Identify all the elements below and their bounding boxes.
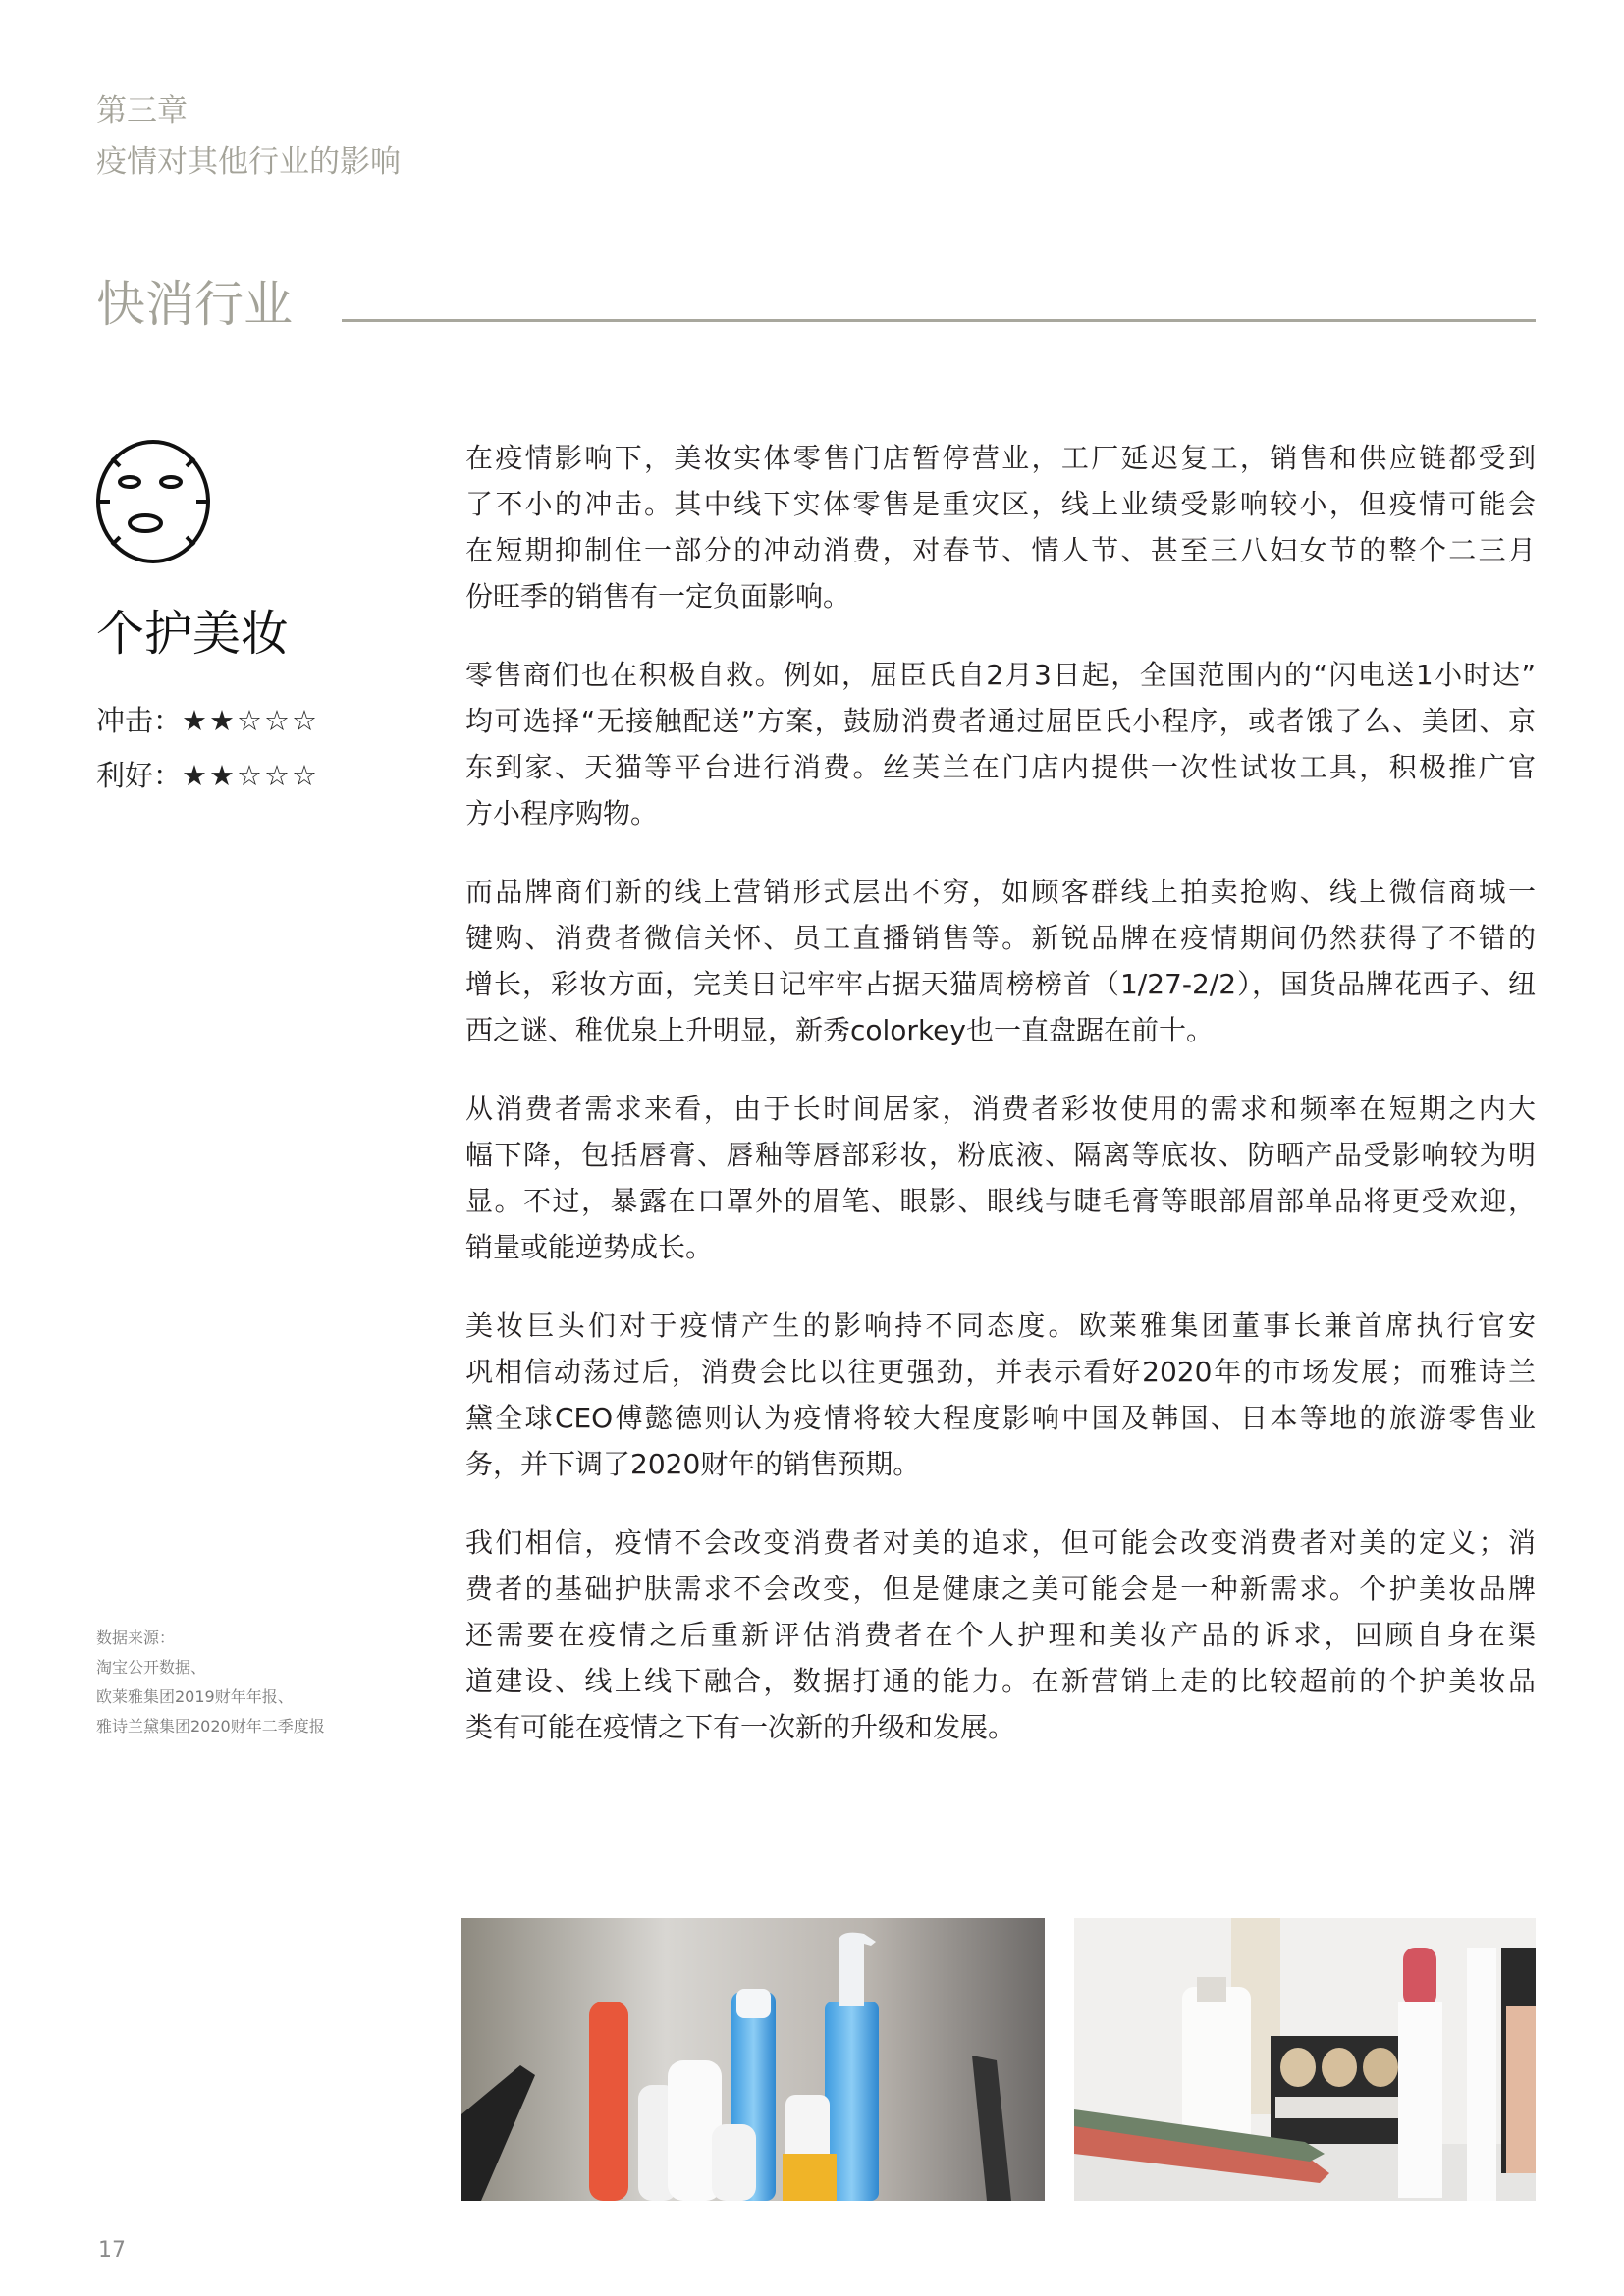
text-line: 键购、消费者微信关怀、员工直播销售等。新锐品牌在疫情期间仍然获得了不错的: [465, 922, 1536, 954]
text-line: 幅下降，包括唇膏、唇釉等唇部彩妆，粉底液、隔离等底妆、防晒产品受影响较为明: [465, 1139, 1536, 1171]
text-line: 增长，彩妆方面，完美日记牢牢占据天猫周榜榜首（1/27-2/2），国货品牌花西子、纽: [465, 968, 1536, 1000]
body-text: [465, 435, 1536, 1783]
text-line: 显。不过，暴露在口罩外的眉笔、眼影、眼线与睫毛膏等眼部眉部单品将更受欢迎，: [465, 1185, 1536, 1217]
category-title: 个护美妆: [96, 606, 290, 662]
paragraph: [465, 1520, 1536, 1750]
source-title: 数据来源：: [96, 1629, 176, 1647]
text-line: 方小程序购物。: [465, 797, 659, 829]
text-line: 份旺季的销售有一定负面影响。: [465, 580, 851, 613]
text-line: 销量或能逆势成长。: [465, 1231, 714, 1263]
text-line: 我们相信，疫情不会改变消费者对美的追求，但可能会改变消费者对美的定义；消: [465, 1526, 1536, 1559]
source-item: 淘宝公开数据、: [96, 1658, 207, 1677]
text-line: 而品牌商们新的线上营销形式层出不穷，如顾客群线上拍卖抢购、线上微信商城一: [465, 876, 1536, 908]
text-line: 道建设、线上线下融合，数据打通的能力。在新营销上走的比较超前的个护美妆品: [465, 1665, 1536, 1697]
text-line: 了不小的冲击。其中线下实体零售是重灾区，线上业绩受影响较小，但疫情可能会: [465, 488, 1536, 520]
data-source-note: [96, 1624, 325, 1741]
face-mask-icon: [94, 439, 212, 566]
benefit-rating: [96, 758, 319, 793]
text-line: 在疫情影响下，美妆实体零售门店暂停营业，工厂延迟复工，销售和供应链都受到: [465, 442, 1536, 474]
text-line: 美妆巨头们对于疫情产生的影响持不同态度。欧莱雅集团董事长兼首席执行官安: [465, 1309, 1536, 1342]
source-item: 雅诗兰黛集团2020财年二季度报: [96, 1717, 325, 1735]
section-divider: [342, 319, 1536, 322]
text-line: 费者的基础护肤需求不会改变，但是健康之美可能会是一种新需求。个护美妆品牌: [465, 1573, 1536, 1605]
text-line: 巩相信动荡过后，消费会比以往更强劲，并表示看好2020年的市场发展；而雅诗兰: [465, 1356, 1536, 1388]
paragraph: [465, 1086, 1536, 1270]
skincare-bottles-photo: [461, 1918, 1045, 2201]
text-line: 西之谜、稚优泉上升明显，新秀colorkey也一直盘踞在前十。: [465, 1014, 1214, 1046]
source-item: 欧莱雅集团2019财年年报、: [96, 1687, 294, 1706]
star-rating-icon: ★★☆☆☆: [182, 704, 320, 737]
paragraph: [465, 652, 1536, 836]
page-number: 17: [98, 2238, 126, 2263]
text-line: 东到家、天猫等平台进行消费。丝芙兰在门店内提供一次性试妆工具，积极推广官: [465, 751, 1536, 783]
text-line: 务，并下调了2020财年的销售预期。: [465, 1448, 921, 1480]
paragraph: [465, 435, 1536, 619]
section-title: 快消行业: [96, 276, 293, 333]
text-line: 类有可能在疫情之下有一次新的升级和发展。: [465, 1711, 1016, 1743]
makeup-lipstick-photo: [1074, 1918, 1536, 2201]
text-line: 还需要在疫情之后重新评估消费者在个人护理和美妆产品的诉求，回顾自身在渠: [465, 1619, 1536, 1651]
chapter-label: 第三章: [96, 93, 188, 129]
text-line: 在短期抑制住一部分的冲动消费，对春节、情人节、甚至三八妇女节的整个二三月: [465, 534, 1536, 566]
star-rating-icon: ★★☆☆☆: [182, 759, 320, 792]
text-line: 零售商们也在积极自救。例如，屈臣氏自2月3日起，全国范围内的“闪电送1小时达”: [465, 659, 1536, 691]
text-line: 黛全球CEO傅懿德则认为疫情将较大程度影响中国及韩国、日本等地的旅游零售业: [465, 1402, 1536, 1434]
text-line: 均可选择“无接触配送”方案，鼓励消费者通过屈臣氏小程序，或者饿了么、美团、京: [465, 705, 1536, 737]
rating-label: 利好：: [96, 759, 183, 792]
paragraph: [465, 869, 1536, 1053]
chapter-title: 疫情对其他行业的影响: [96, 144, 401, 180]
impact-rating: [96, 703, 319, 738]
rating-label: 冲击：: [96, 704, 183, 737]
text-line: 从消费者需求来看，由于长时间居家，消费者彩妆使用的需求和频率在短期之内大: [465, 1093, 1536, 1125]
paragraph: [465, 1303, 1536, 1487]
